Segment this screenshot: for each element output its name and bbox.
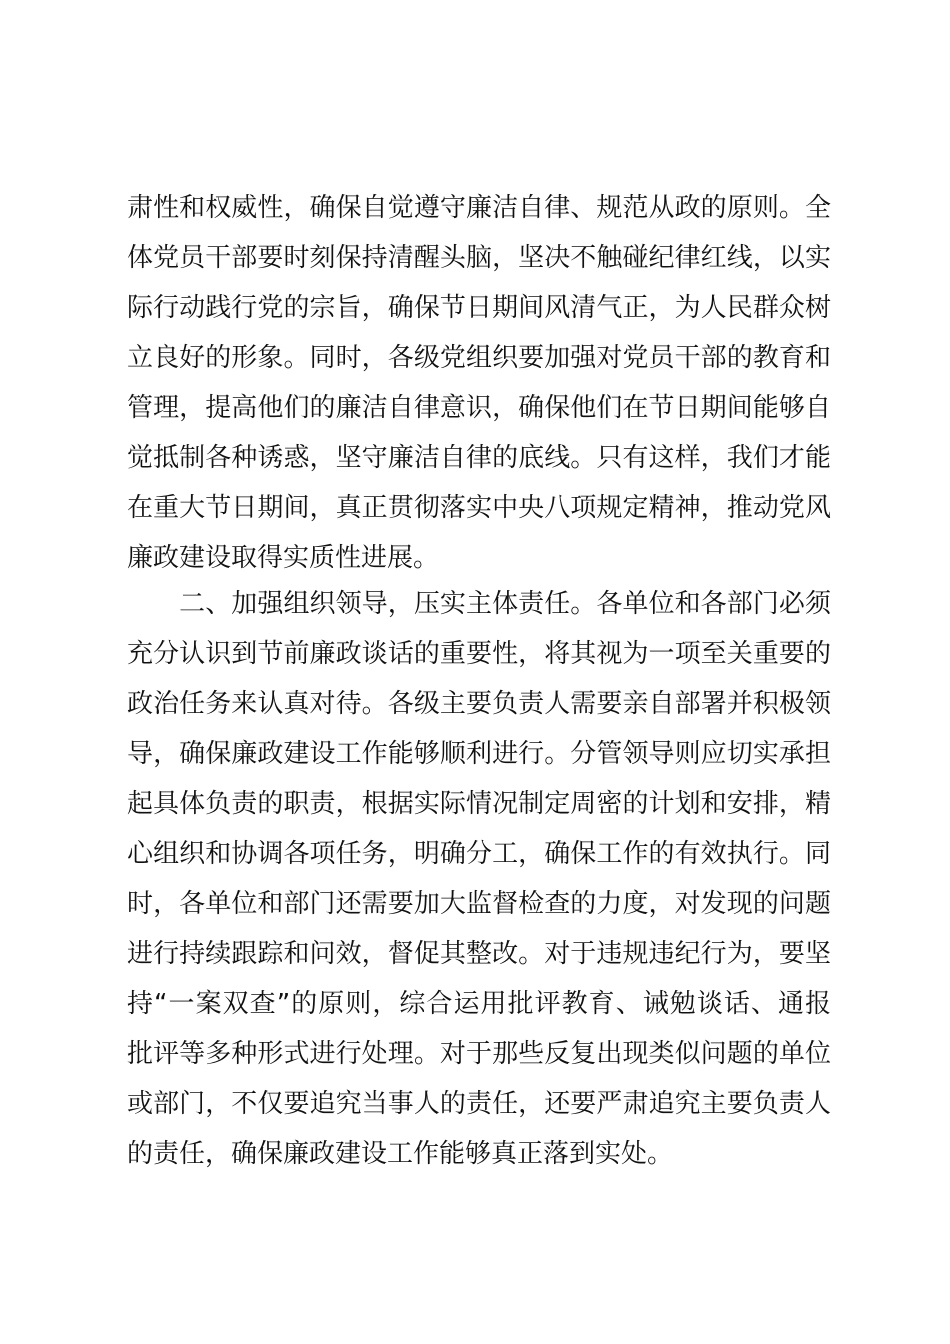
paragraph-line: 体党员干部要时刻保持清醒头脑，坚决不触碰纪律红线，以实	[127, 243, 831, 273]
paragraph-continuation	[127, 183, 831, 583]
paragraph-line: 肃性和权威性，确保自觉遵守廉洁自律、规范从政的原则。全	[127, 193, 831, 223]
paragraph-line: 际行动践行党的宗旨，确保节日期间风清气正，为人民群众树	[127, 293, 831, 323]
paragraph-line: 的责任，确保廉政建设工作能够真正落到实处。	[127, 1139, 674, 1169]
paragraph-line: 或部门，不仅要追究当事人的责任，还要严肃追究主要负责人	[127, 1089, 831, 1119]
paragraph-line: 廉政建设取得实质性进展。	[127, 543, 440, 573]
paragraph-line: 管理，提高他们的廉洁自律意识，确保他们在节日期间能够自	[127, 393, 831, 423]
paragraph-line: 批评等多种形式进行处理。对于那些反复出现类似问题的单位	[127, 1039, 831, 1069]
paragraph-line: 进行持续跟踪和问效，督促其整改。对于违规违纪行为，要坚	[127, 939, 831, 969]
paragraph-line: 导，确保廉政建设工作能够顺利进行。分管领导则应切实承担	[127, 739, 831, 769]
paragraph-line: 起具体负责的职责，根据实际情况制定周密的计划和安排，精	[127, 789, 831, 819]
paragraph-line: 时，各单位和部门还需要加大监督检查的力度，对发现的问题	[127, 889, 831, 919]
paragraph-line: 觉抵制各种诱惑，坚守廉洁自律的底线。只有这样，我们才能	[127, 443, 831, 473]
paragraph-line: 在重大节日期间，真正贯彻落实中央八项规定精神，推动党风	[127, 493, 831, 523]
paragraph-line: 充分认识到节前廉政谈话的重要性，将其视为一项至关重要的	[127, 639, 831, 669]
section-heading-line: 二、加强组织领导，压实主体责任。各单位和各部门必须	[127, 589, 831, 619]
paragraph-line: 立良好的形象。同时，各级党组织要加强对党员干部的教育和	[127, 343, 831, 373]
paragraph-line: 心组织和协调各项任务，明确分工，确保工作的有效执行。同	[127, 839, 831, 869]
paragraph-line: 持“一案双查”的原则，综合运用批评教育、诫勉谈话、通报	[127, 989, 831, 1019]
paragraph-line: 政治任务来认真对待。各级主要负责人需要亲自部署并积极领	[127, 689, 831, 719]
paragraph-section-two	[127, 579, 831, 1179]
